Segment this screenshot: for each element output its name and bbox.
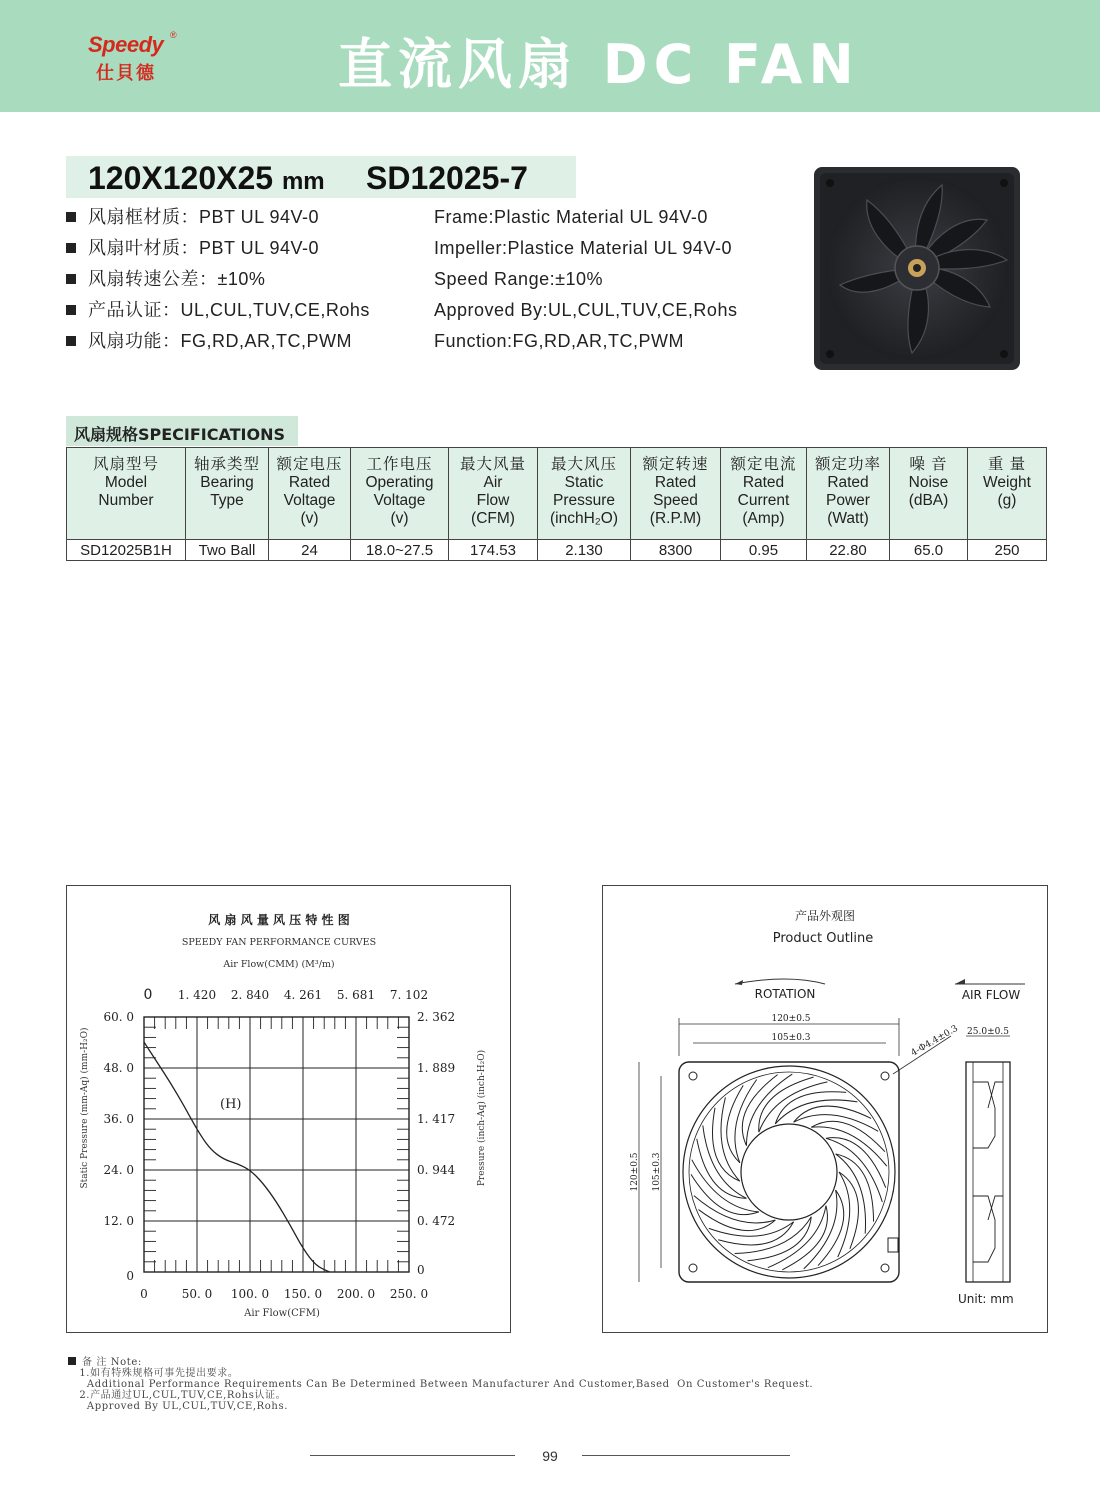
feature-item-en: Impeller:Plastice Material UL 94V-0 [434, 238, 732, 258]
unit-label: Unit: mm [958, 1292, 1014, 1306]
table-cell: 250 [968, 540, 1047, 561]
table-cell: 24 [269, 540, 351, 561]
column-header: 轴承类型 Bearing Type [186, 448, 269, 540]
outline-title-cn: 产品外观图 [794, 909, 856, 923]
wire-exit-icon [888, 1238, 898, 1252]
y-tick-label: 0 [126, 1269, 134, 1283]
left-axis-label: Static Pressure (mm-Aq) (mm-H₂O) [80, 1027, 90, 1189]
table-cell: 8300 [631, 540, 721, 561]
blade-curve [836, 1154, 874, 1222]
dim-depth: 25.0±0.5 [967, 1027, 1009, 1037]
feature-item-en: Speed Range:±10% [434, 269, 603, 289]
mounting-hole-icon [881, 1264, 889, 1272]
dim-hole-diameter: 4-Φ4.4±0.3 [909, 1023, 960, 1059]
mounting-hole-icon [689, 1072, 697, 1080]
page-title: 直流风扇 DC FAN [338, 33, 860, 96]
note-line: Approved By UL,CUL,TUV,CE,Rohs. [86, 1401, 288, 1412]
logo-chinese-name: 仕貝德 [96, 63, 156, 84]
y2-tick-label: 1. 417 [417, 1112, 456, 1126]
note-line: 2.产品通过UL,CUL,TUV,CE,Rohs认证。 [79, 1390, 287, 1401]
note-line: Additional Performance Requirements Can Be Determined Between Manufacturer And Customer,Based On Customer's Request. [86, 1379, 814, 1390]
x2-tick-label: 2. 840 [230, 988, 270, 1002]
x-tick-label: 0 [140, 1287, 148, 1301]
blade-curve [836, 1154, 866, 1234]
performance-curve-panel [66, 885, 511, 1333]
chart-ticks [103, 987, 455, 1301]
page-header [0, 0, 1100, 112]
fan-side-outline [966, 1062, 1010, 1282]
y-tick-label: 60. 0 [103, 1010, 134, 1024]
model-size: 120X120X25 mm [88, 160, 325, 196]
column-header: 噪 音 Noise (dBA) [890, 448, 968, 540]
y2-tick-label: 1. 889 [417, 1061, 456, 1075]
specifications-table [66, 447, 1047, 561]
footer-rule-left [310, 1455, 515, 1456]
outline-drawing [603, 886, 1047, 1332]
blade-curve [775, 1092, 846, 1124]
blade-curve [721, 1097, 740, 1181]
brand-logo [84, 28, 194, 88]
x2-tick-label: 4. 261 [283, 988, 323, 1002]
x2-tick-label: 7. 102 [389, 988, 429, 1002]
column-header: 额定功率 Rated Power (Watt) [807, 448, 890, 540]
blade-curve [718, 1222, 793, 1245]
feature-item-en: Function:FG,RD,AR,TC,PWM [434, 331, 685, 351]
product-outline-panel [602, 885, 1048, 1333]
spec-section-tag: 风扇规格SPECIFICATIONS [66, 416, 298, 446]
x-tick-label: 50. 0 [181, 1287, 213, 1301]
bottom-axis-label: Air Flow(CFM) [244, 1308, 320, 1319]
table-header-row [67, 448, 1047, 540]
table-cell: 174.53 [449, 540, 538, 561]
chart-subtitle: SPEEDY FAN PERFORMANCE CURVES [181, 937, 377, 948]
table-cell: 22.80 [807, 540, 890, 561]
bullet-square-icon [66, 243, 76, 253]
bullet-square-icon [68, 1357, 76, 1365]
x-tick-label: 250. 0 [389, 1287, 429, 1301]
logo-registered-mark: ® [170, 30, 177, 40]
dim-hole-width: 105±0.3 [771, 1033, 811, 1043]
x-tick-label: 150. 0 [283, 1287, 323, 1301]
bullet-square-icon [66, 336, 76, 346]
fan-hub-outline [741, 1124, 837, 1220]
column-header: 重 量 Weight (g) [968, 448, 1047, 540]
column-header: 额定电压 Rated Voltage (v) [269, 448, 351, 540]
table-cell: SD12025B1H [67, 540, 186, 561]
logo-word: Speedy [88, 32, 164, 57]
fan-product-image [812, 165, 1022, 372]
y2-tick-label: 0 [417, 1263, 425, 1277]
series-line-h [144, 1042, 330, 1272]
table-cell: 0.95 [721, 540, 807, 561]
rotation-label: ROTATION [754, 987, 816, 1001]
top-axis-label: Air Flow(CMM) (M³/m) [223, 959, 335, 970]
performance-chart [67, 886, 510, 1332]
curve-label: (H) [220, 1097, 242, 1112]
airflow-label: AIR FLOW [961, 988, 1021, 1002]
side-blade [988, 1196, 1003, 1220]
outline-title-en: Product Outline [772, 931, 874, 946]
column-header: 风扇型号 Model Number [67, 448, 186, 540]
features-english [434, 204, 737, 359]
table-row [67, 540, 1047, 561]
chart-title: 风 扇 风 量 风 压 特 性 图 [208, 913, 350, 927]
dim-outer-height: 120±0.5 [630, 1152, 640, 1192]
x2-tick-label: 1. 420 [177, 988, 217, 1002]
blade-curve [775, 1100, 857, 1124]
x2-tick-label: 5. 681 [336, 988, 376, 1002]
table-cell: Two Ball [186, 540, 269, 561]
bullet-square-icon [66, 274, 76, 284]
mounting-hole-icon [689, 1264, 697, 1272]
rotation-arrow-icon [735, 979, 825, 984]
feature-item: 风扇功能：FG,RD,AR,TC,PWM [66, 328, 370, 359]
feature-item: 风扇框材质：PBT UL 94V-0 [66, 204, 370, 235]
column-header: 额定转速 Rated Speed (R.P.M) [631, 448, 721, 540]
table-cell: 2.130 [538, 540, 631, 561]
x-tick-label: 200. 0 [336, 1287, 376, 1301]
table-cell: 65.0 [890, 540, 968, 561]
chart-grid [144, 1017, 409, 1272]
feature-item-en: Frame:Plastic Material UL 94V-0 [434, 207, 708, 227]
x2-tick-label: 0 [143, 987, 153, 1003]
page-number: 99 [542, 1448, 558, 1464]
notes-section: 备 注 Note: 1.如有特殊规格可事先提出要求。 Additional Performance Requirements Can Be Determined Between Manufacturer And Customer,Based On Customer's Request. 2.产品通过UL,CUL,TUV,CE,Rohs认证。 Approved By UL,CUL,TUV,CE,Rohs. [68, 1357, 813, 1412]
feature-item: 产品认证：UL,CUL,TUV,CE,Rohs [66, 297, 370, 328]
column-header: 额定电流 Rated Current (Amp) [721, 448, 807, 540]
x-tick-label: 100. 0 [230, 1287, 270, 1301]
features-chinese [66, 204, 370, 359]
y2-tick-label: 0. 472 [417, 1214, 456, 1228]
right-axis-label: Pressure (inch-Aq) (inch-H₂O) [477, 1049, 487, 1187]
table-cell: 18.0~27.5 [351, 540, 449, 561]
y-tick-label: 24. 0 [103, 1163, 134, 1177]
column-header: 工作电压 Operating Voltage (v) [351, 448, 449, 540]
blade-curve [839, 1172, 858, 1249]
y-tick-label: 48. 0 [103, 1061, 134, 1075]
feature-item: 风扇叶材质：PBT UL 94V-0 [66, 235, 370, 266]
feature-item: 风扇转速公差：±10% [66, 266, 370, 297]
blade-curve [727, 1085, 744, 1162]
note-line: 1.如有特殊规格可事先提出要求。 [79, 1368, 239, 1379]
column-header: 最大风量 Air Flow (CFM) [449, 448, 538, 540]
y2-tick-label: 2. 362 [417, 1010, 456, 1024]
feature-item-en: Approved By:UL,CUL,TUV,CE,Rohs [434, 300, 738, 320]
dim-hole-height: 105±0.3 [652, 1152, 662, 1192]
blade-curve [794, 1106, 871, 1122]
bullet-square-icon [66, 212, 76, 222]
y-tick-label: 12. 0 [103, 1214, 134, 1228]
model-number: SD12025-7 [366, 160, 528, 196]
arrowhead-icon [955, 979, 965, 984]
side-blade [973, 1082, 995, 1148]
blade-curve [697, 1139, 747, 1199]
side-blade [988, 1082, 1003, 1108]
y2-tick-label: 0. 944 [417, 1163, 456, 1177]
column-header: 最大风压 Static Pressure (inchH₂O) [538, 448, 631, 540]
y-tick-label: 36. 0 [103, 1112, 134, 1126]
dim-outer-width: 120±0.5 [771, 1014, 811, 1024]
mounting-hole-icon [881, 1072, 889, 1080]
footer-rule-right [582, 1455, 790, 1456]
bullet-square-icon [66, 305, 76, 315]
plot-frame [144, 1017, 409, 1272]
